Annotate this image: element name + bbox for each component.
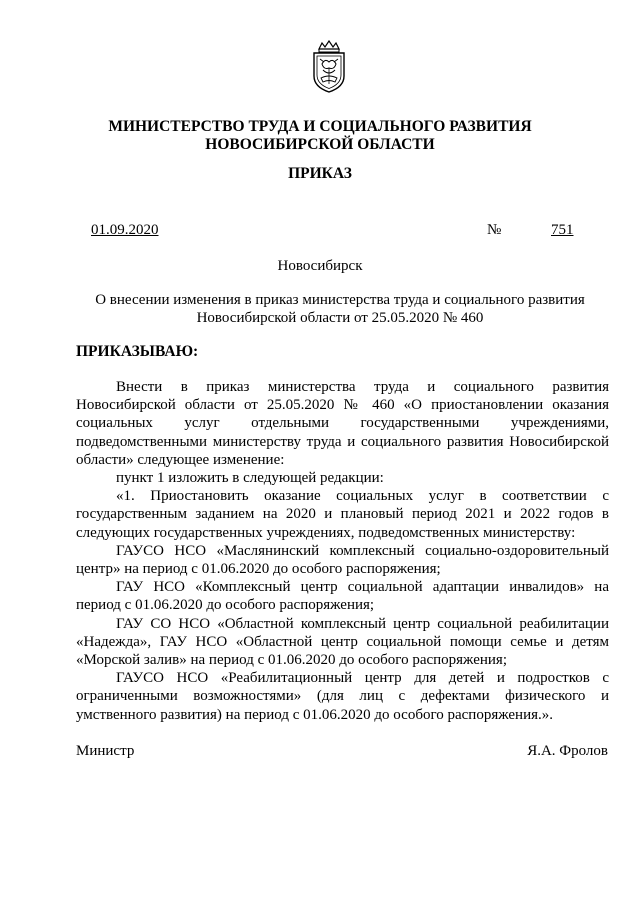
subject-line1: О внесении изменения в приказ министерства труда и социального развития bbox=[95, 292, 585, 308]
body-paragraph: ГАУСО НСО «Реабилитационный центр для детей и подростков с ограниченными возможностями» (для лиц с дефектами физического и умственного развития) на период с 01.06.2020 до особого распоряжения.». bbox=[76, 670, 609, 723]
ministry-name bbox=[0, 118, 640, 154]
ministry-name-line2: НОВОСИБИРСКОЙ ОБЛАСТИ bbox=[205, 136, 435, 153]
body-paragraph: ГАУ НСО «Комплексный центр социальной адаптации инвалидов» на период с 01.06.2020 до особого распоряжения; bbox=[76, 579, 609, 614]
document-number: 751 bbox=[551, 222, 574, 238]
coat-of-arms-icon bbox=[309, 40, 349, 94]
body-paragraph: Внести в приказ министерства труда и социального развития Новосибирской области от 25.05.2020 № 460 «О приостановлении оказания социальных услуг отдельными государственными учреждениями, подведомственными министерству труда и социального развития Новосибирской области» следующее изменение: bbox=[76, 379, 609, 468]
signatory-name: Я.А. Фролов bbox=[527, 743, 608, 759]
signatory-title: Министр bbox=[76, 743, 135, 759]
subject-line2: Новосибирской области от 25.05.2020 № 460 bbox=[196, 310, 484, 326]
order-word: ПРИКАЗЫВАЮ: bbox=[76, 343, 199, 360]
ministry-name-line1: МИНИСТЕРСТВО ТРУДА И СОЦИАЛЬНОГО РАЗВИТИЯ bbox=[108, 118, 532, 135]
number-sign: № bbox=[487, 222, 502, 238]
document-body bbox=[76, 378, 609, 724]
document-subject bbox=[70, 291, 610, 327]
body-paragraph: ГАУСО НСО «Маслянинский комплексный социально-оздоровительный центр» на период с 01.06.2020 до особого распоряжения; bbox=[76, 542, 609, 578]
document-type: ПРИКАЗ bbox=[288, 165, 352, 182]
body-paragraph: ГАУ СО НСО «Областной комплексный центр социальной реабилитации «Надежда», ГАУ НСО «Областной центр социальной помощи семье и детям «Морской залив» на период с 01.06.2020 до особого распоряжения; bbox=[76, 615, 609, 669]
body-paragraph: «1. Приостановить оказание социальных услуг в соответствии с государственным заданием на 2020 и плановый период 2021 и 2022 годов в следующих государственных учреждениях, подведомственных министерству: bbox=[76, 488, 609, 541]
document-city: Новосибирск bbox=[277, 258, 363, 274]
document-date: 01.09.2020 bbox=[91, 222, 159, 238]
body-paragraph: пункт 1 изложить в следующей редакции: bbox=[116, 470, 384, 487]
